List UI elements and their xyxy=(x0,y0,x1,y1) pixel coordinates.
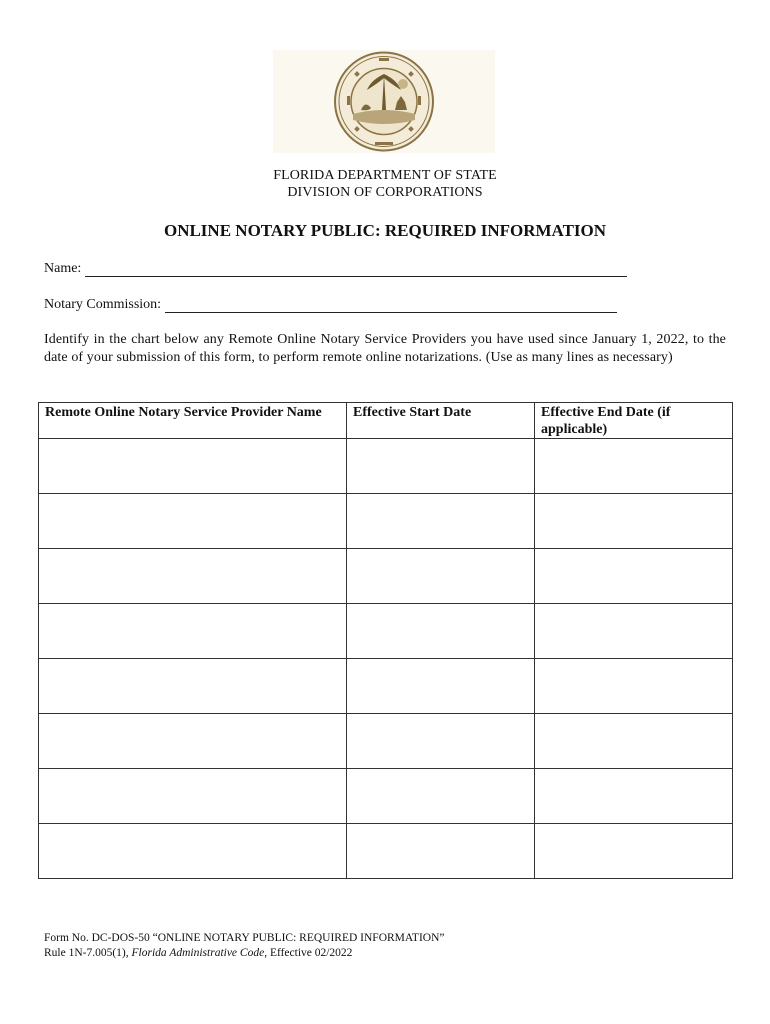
table-row xyxy=(39,549,733,604)
provider-name-cell[interactable] xyxy=(39,604,347,659)
table-row xyxy=(39,714,733,769)
state-seal-icon xyxy=(331,50,437,153)
notary-commission-label: Notary Commission: xyxy=(44,297,162,312)
column-header-end-date: Effective End Date (if applicable) xyxy=(535,403,733,439)
form-footer xyxy=(44,931,445,961)
notary-commission-input-line[interactable] xyxy=(165,299,617,313)
name-field xyxy=(44,261,627,277)
notary-commission-field xyxy=(44,297,617,313)
name-input-line[interactable] xyxy=(85,263,627,277)
start-date-cell[interactable] xyxy=(347,439,535,494)
form-number: Form No. DC-DOS-50 “ONLINE NOTARY PUBLIC: REQUIRED INFORMATION” xyxy=(44,932,445,944)
start-date-cell[interactable] xyxy=(347,769,535,824)
rule-citation-suffix: , Effective 02/2022 xyxy=(264,947,353,959)
end-date-cell[interactable] xyxy=(535,769,733,824)
provider-name-cell[interactable] xyxy=(39,549,347,604)
end-date-cell[interactable] xyxy=(535,439,733,494)
column-header-provider-name: Remote Online Notary Service Provider Name xyxy=(39,403,347,439)
start-date-cell[interactable] xyxy=(347,659,535,714)
start-date-cell[interactable] xyxy=(347,494,535,549)
start-date-cell[interactable] xyxy=(347,824,535,879)
end-date-cell[interactable] xyxy=(535,659,733,714)
end-date-cell[interactable] xyxy=(535,549,733,604)
table-row xyxy=(39,824,733,879)
provider-name-cell[interactable] xyxy=(39,714,347,769)
start-date-cell[interactable] xyxy=(347,714,535,769)
end-date-cell[interactable] xyxy=(535,494,733,549)
provider-name-cell[interactable] xyxy=(39,769,347,824)
agency-name: FLORIDA DEPARTMENT OF STATE xyxy=(273,168,497,183)
table-header-row xyxy=(39,403,733,439)
table-row xyxy=(39,769,733,824)
rule-citation-prefix: Rule 1N-7.005(1), xyxy=(44,947,132,959)
start-date-cell[interactable] xyxy=(347,604,535,659)
table-row xyxy=(39,439,733,494)
rule-citation-code: Florida Administrative Code xyxy=(131,947,265,959)
form-title: ONLINE NOTARY PUBLIC: REQUIRED INFORMATION xyxy=(163,221,607,240)
column-header-start-date: Effective Start Date xyxy=(347,403,535,439)
provider-name-cell[interactable] xyxy=(39,659,347,714)
seal-area xyxy=(273,50,495,153)
provider-name-cell[interactable] xyxy=(39,439,347,494)
provider-name-cell[interactable] xyxy=(39,824,347,879)
end-date-cell[interactable] xyxy=(535,714,733,769)
name-label: Name: xyxy=(44,261,82,276)
provider-table xyxy=(38,402,733,879)
start-date-cell[interactable] xyxy=(347,549,535,604)
table-row xyxy=(39,604,733,659)
table-row xyxy=(39,659,733,714)
end-date-cell[interactable] xyxy=(535,604,733,659)
division-name: DIVISION OF CORPORATIONS xyxy=(287,185,483,200)
table-row xyxy=(39,494,733,549)
provider-name-cell[interactable] xyxy=(39,494,347,549)
instructions-paragraph: Identify in the chart below any Remote Online Notary Service Providers you have used since January 1, 2022, to the date of your submission of this form, to perform remote online notarizations. (Use as many lines as necessary) xyxy=(44,332,726,365)
end-date-cell[interactable] xyxy=(535,824,733,879)
rule-citation xyxy=(44,946,445,961)
